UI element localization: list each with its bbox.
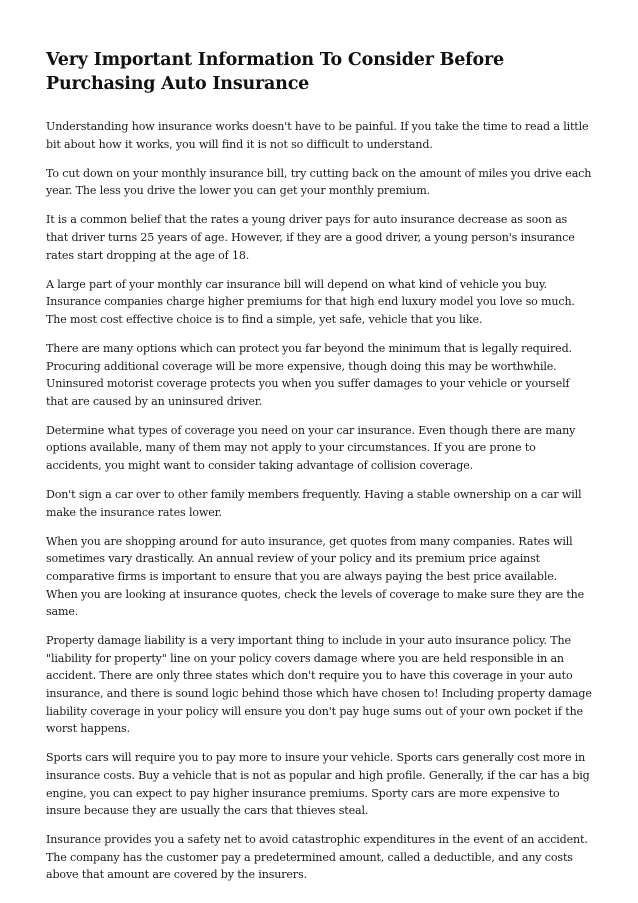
paragraph-5: There are many options which can protect you far beyond the minimum that is legally required. Procuring additional coverage will be more expensive, though doing this may be worthwhile. Uninsured motorist coverage protects you when you suffer damages to your vehicle or yourself that are caused by an uninsured driver. <box>46 341 572 408</box>
paragraph-11: Insurance provides you a safety net to avoid catastrophic expenditures in the event of an accident. The company has the customer pay a predetermined amount, called a deductible, and any costs above that amount are covered by the insurers. <box>46 833 588 882</box>
paragraph-4: A large part of your monthly car insurance bill will depend on what kind of vehicle you buy. Insurance companies charge higher premiums for that high end luxury model you love so much. The most cost effective choice is to find a simple, yet safe, vehicle that you like. <box>46 277 575 326</box>
paragraph-8: When you are shopping around for auto insurance, get quotes from many companies. Rates will sometimes vary drastically. An annual review of your policy and its premium price against comparative firms is important to ensure that you are always paying the best price available. When you are looking at insurance quotes, check the levels of coverage to make sure they are the same. <box>46 534 585 619</box>
paragraph-7: Don't sign a car over to other family members frequently. Having a stable ownership on a car will make the insurance rates lower. <box>46 488 582 519</box>
paragraph-2: To cut down on your monthly insurance bill, try cutting back on the amount of miles you drive each year. The less you drive the lower you can get your monthly premium. <box>46 166 592 198</box>
paragraph-3: It is a common belief that the rates a young driver pays for auto insurance decrease as soon as that driver turns 25 years of age. However, if they are a good driver, a young person's insurance rates start dropping at the age of 18. <box>46 213 575 262</box>
paragraph-1: Understanding how insurance works doesn't have to be painful. If you take the time to read a little bit about how it works, you will find it is not so difficult to understand. <box>46 120 589 151</box>
paragraph-10: Sports cars will require you to pay more to insure your vehicle. Sports cars generally cost more in insurance costs. Buy a vehicle that is not as popular and high profile. Generally, if the car has a big engine, you can expect to pay higher insurance premiums. Sporty cars are more expensive to insure because they are usually the cars that thieves steal. <box>46 751 590 818</box>
document-title: Very Important Information To Consider Before Purchasing Auto Insurance <box>46 50 504 94</box>
paragraph-6: Determine what types of coverage you need on your car insurance. Even though there are many options available, many of them may not apply to your circumstances. If you are prone to accidents, you might want to consider taking advantage of collision coverage. <box>46 423 576 472</box>
paragraph-9: Property damage liability is a very important thing to include in your auto insurance policy. The "liability for property" line on your policy covers damage where you are held responsible in an accident. There are only three states which don't require you to have this coverage in your auto insurance, and there is sound logic behind those which have chosen to! Including property damage liability coverage in your policy will ensure you don't pay huge sums out of your own pocket if the worst happens. <box>46 634 592 736</box>
